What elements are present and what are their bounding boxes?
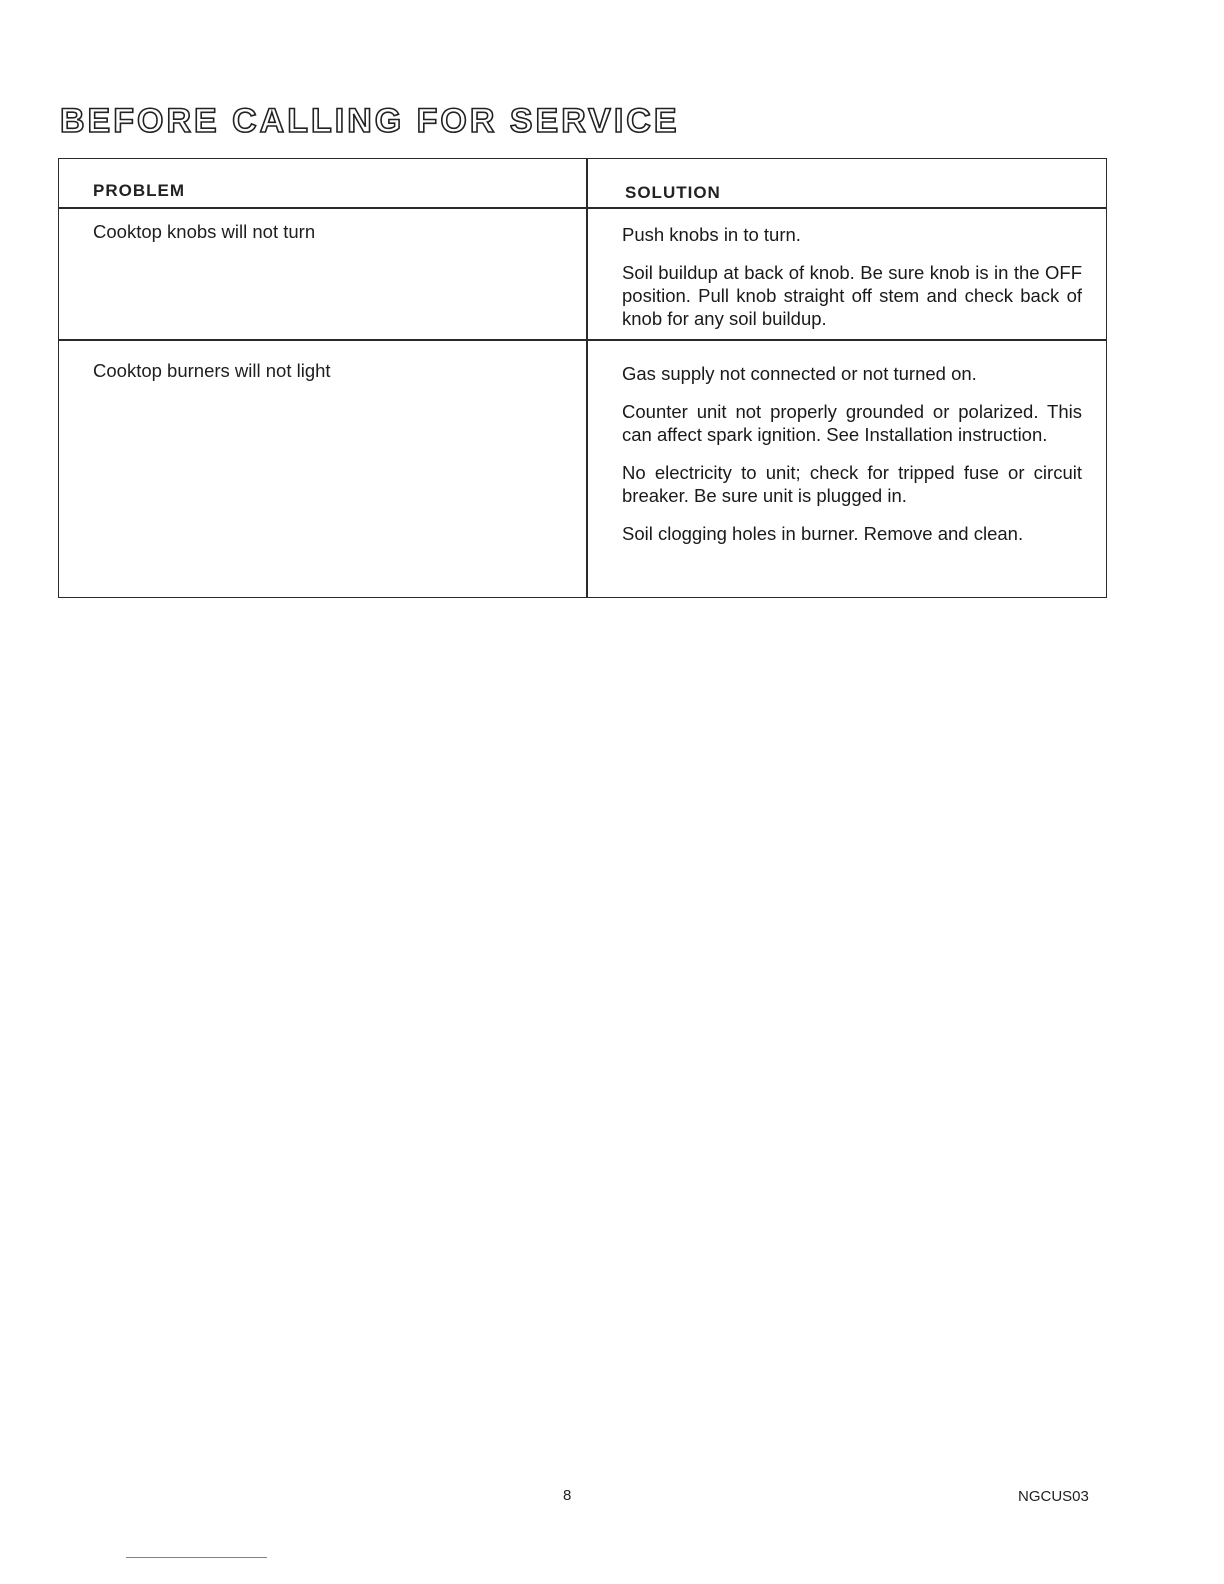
document-code: NGCUS03 — [1018, 1488, 1089, 1505]
problem-cell: Cooktop burners will not light — [93, 360, 331, 381]
solution-item: Soil clogging holes in burner. Remove and clean. — [622, 523, 1024, 544]
solution-item: Soil buildup at back of knob. Be sure knob is in the OFF position. Pull knob straight off stem and check back of knob for any soil buildup. — [622, 262, 1082, 329]
page-number: 8 — [563, 1487, 572, 1504]
solution-cell — [622, 362, 1082, 560]
solution-item: Counter unit not properly grounded or polarized. This can affect spark ignition. See Installation instruction. — [622, 401, 1082, 445]
header-divider — [59, 207, 1106, 209]
solution-column-header: SOLUTION — [625, 183, 721, 202]
solution-item: No electricity to unit; check for tripped fuse or circuit breaker. Be sure unit is plugged in. — [622, 462, 1082, 506]
problem-cell: Cooktop knobs will not turn — [93, 221, 316, 242]
solution-cell — [622, 223, 1082, 345]
bottom-rule — [126, 1557, 267, 1558]
page-title: BEFORE CALLING FOR SERVICE — [60, 102, 680, 140]
problem-column-header: PROBLEM — [93, 181, 185, 200]
column-divider — [586, 159, 588, 597]
solution-item: Push knobs in to turn. — [622, 224, 801, 245]
troubleshooting-table — [58, 158, 1107, 598]
solution-item: Gas supply not connected or not turned on. — [622, 363, 977, 384]
